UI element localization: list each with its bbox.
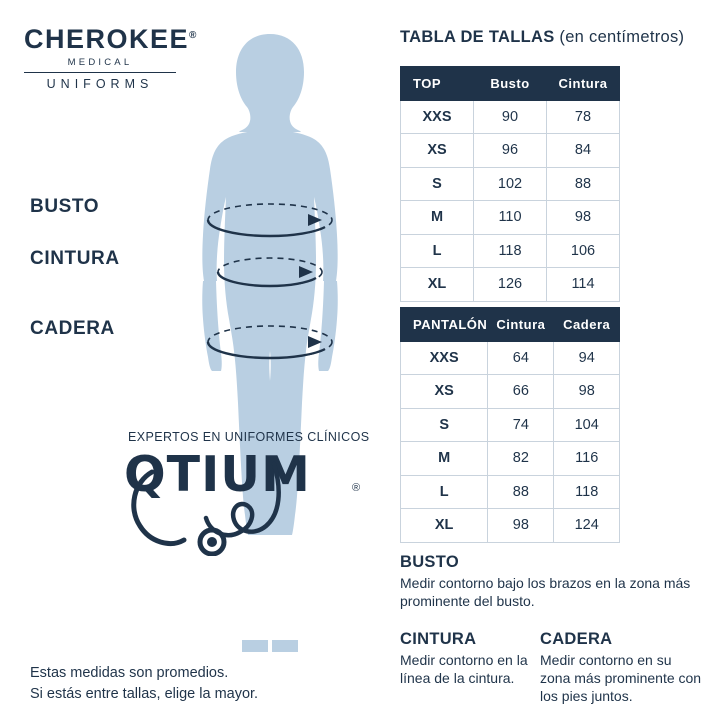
table-row	[401, 442, 620, 476]
table-row	[401, 268, 620, 302]
cell-size: XS	[401, 375, 488, 409]
brand-registered-mark: ®	[189, 30, 197, 41]
cell-measurement: 88	[547, 167, 620, 201]
cell-measurement: 102	[474, 167, 547, 201]
definition-cintura-heading: CINTURA	[400, 630, 477, 648]
definition-busto-heading: BUSTO	[400, 553, 459, 571]
cell-size: XXS	[401, 100, 474, 134]
size-table-pantalon-head	[401, 308, 620, 342]
header-top-category: TOP	[401, 67, 474, 101]
table-row	[401, 408, 620, 442]
stethoscope-icon	[124, 446, 374, 556]
size-table-pantalon-body	[401, 341, 620, 542]
label-busto: BUSTO	[30, 196, 100, 217]
cell-measurement: 98	[547, 201, 620, 235]
cell-measurement: 116	[554, 442, 620, 476]
cell-size: XXS	[401, 341, 488, 375]
table-row	[401, 100, 620, 134]
cell-measurement: 126	[474, 268, 547, 302]
footnote-line: Estas medidas son promedios.	[30, 665, 229, 681]
definition-cintura-text: Medir contorno en la línea de la cintura.	[400, 652, 528, 687]
table-row	[401, 134, 620, 168]
definition-busto-text: Medir contorno bajo los brazos en la zona más prominente del busto.	[400, 575, 691, 610]
cell-size: S	[401, 408, 488, 442]
table-row	[401, 509, 620, 543]
cell-size: M	[401, 201, 474, 235]
cell-size: S	[401, 167, 474, 201]
size-table-top	[400, 66, 620, 302]
header-top-cintura: Cintura	[547, 67, 620, 101]
definition-cadera-heading: CADERA	[540, 630, 613, 648]
cell-measurement: 82	[488, 442, 554, 476]
label-cintura: CINTURA	[30, 248, 120, 269]
otium-registered-mark: ®	[352, 482, 361, 494]
cell-measurement: 64	[488, 341, 554, 375]
definition-busto	[400, 553, 700, 610]
cell-measurement: 104	[554, 408, 620, 442]
header-pant-cadera: Cadera	[554, 308, 620, 342]
brand-subtitle-medical: MEDICAL	[67, 57, 133, 68]
header-top-busto: Busto	[474, 67, 547, 101]
cell-measurement: 88	[488, 475, 554, 509]
cell-measurement: 118	[474, 234, 547, 268]
cell-measurement: 118	[554, 475, 620, 509]
cell-measurement: 114	[547, 268, 620, 302]
table-row	[401, 167, 620, 201]
body-silhouette-figure	[150, 20, 390, 660]
cell-measurement: 78	[547, 100, 620, 134]
brand-subtitle-uniforms: UNIFORMS	[46, 77, 154, 91]
table-header-row	[401, 67, 620, 101]
footnote-text	[30, 663, 258, 705]
size-table-pantalon	[400, 307, 620, 543]
size-table-top-head	[401, 67, 620, 101]
definition-cadera-text: Medir contorno en su zona más prominente con los pies juntos.	[540, 652, 702, 705]
cell-size: XL	[401, 268, 474, 302]
cell-size: L	[401, 475, 488, 509]
header-pant-category: PANTALÓN	[401, 308, 488, 342]
definition-cadera	[540, 630, 705, 706]
brand-name: CHEROKEE®	[24, 24, 197, 54]
cell-measurement: 90	[474, 100, 547, 134]
size-table-title-bold: TABLA DE TALLAS	[400, 28, 555, 46]
cell-measurement: 124	[554, 509, 620, 543]
cell-measurement: 98	[554, 375, 620, 409]
cell-measurement: 96	[474, 134, 547, 168]
cell-size: XS	[401, 134, 474, 168]
definition-cintura	[400, 630, 535, 687]
otium-wordmark: QTIUM	[124, 446, 311, 503]
table-header-row	[401, 308, 620, 342]
silhouette-svg	[150, 20, 390, 660]
cell-measurement: 98	[488, 509, 554, 543]
footnote-line: Si estás entre tallas, elige la mayor.	[30, 686, 259, 703]
header-pant-cintura: Cintura	[488, 308, 554, 342]
table-row	[401, 234, 620, 268]
cell-size: L	[401, 234, 474, 268]
cell-size: M	[401, 442, 488, 476]
table-row	[401, 201, 620, 235]
cell-measurement: 84	[547, 134, 620, 168]
table-row	[401, 341, 620, 375]
otium-tagline: EXPERTOS EN UNIFORMES CLÍNICOS	[128, 430, 370, 444]
cell-size: XL	[401, 509, 488, 543]
table-row	[401, 475, 620, 509]
cell-measurement: 74	[488, 408, 554, 442]
size-table-title	[400, 28, 684, 47]
size-table-top-body	[401, 100, 620, 301]
cell-measurement: 106	[547, 234, 620, 268]
cell-measurement: 110	[474, 201, 547, 235]
label-cadera: CADERA	[30, 318, 115, 339]
size-table-title-units: (en centímetros)	[554, 28, 685, 46]
cell-measurement: 66	[488, 375, 554, 409]
table-row	[401, 375, 620, 409]
otium-logo	[124, 446, 374, 556]
cell-measurement: 94	[554, 341, 620, 375]
